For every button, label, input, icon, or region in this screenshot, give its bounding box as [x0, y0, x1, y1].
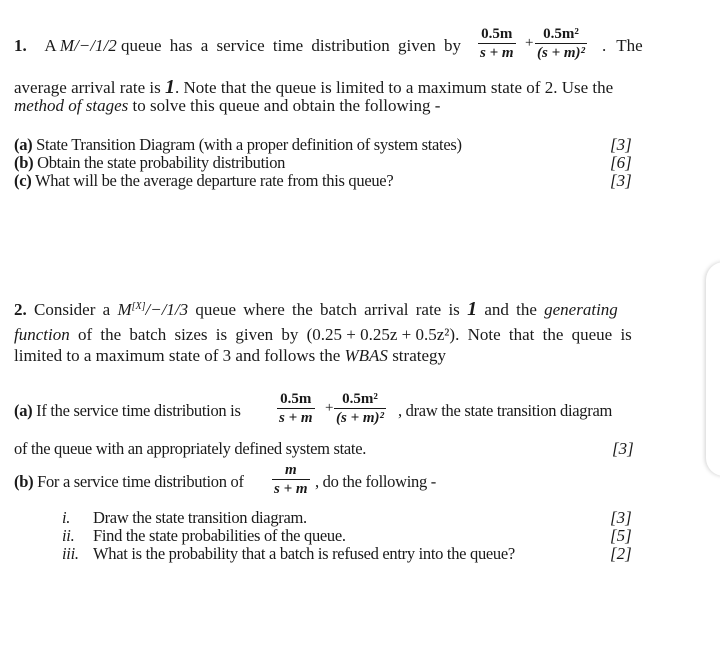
q2a-fraction-term1: 0.5m s + m: [279, 391, 313, 426]
q1-fraction-term1: [478, 26, 516, 61]
q2b-item-ii-marks: [5]: [610, 526, 632, 545]
q2-part-a-marks: [3]: [612, 439, 634, 458]
q1-term1-numerator: 0.5m: [481, 26, 513, 42]
q1-intro: A: [44, 36, 56, 55]
q2b-item-i-marks: [3]: [610, 508, 632, 527]
q1-after-fraction: . The: [602, 36, 643, 55]
q1-term2-numerator: 0.5m²: [543, 26, 579, 42]
side-drawer-handle[interactable]: [706, 262, 720, 476]
q2b-fraction: m s + m: [274, 462, 308, 497]
q1-line1: [14, 36, 480, 56]
q2-part-a-line2: of the queue with an appropriately defined system state.: [14, 439, 367, 458]
q2-queue-notation: M[X]/−/1/3: [117, 300, 189, 319]
q1-intro-b: queue has a service time distribution given by: [120, 36, 462, 55]
q1-fraction-term2: [535, 26, 587, 61]
plus-sign: +: [325, 400, 334, 416]
q1-line3: method of stages to solve this queue and obtain the following -: [14, 96, 441, 115]
q1-number: 1.: [14, 36, 27, 55]
q2b-item-iii-marks: [2]: [610, 544, 632, 563]
q1-part-a-marks: [3]: [610, 135, 632, 154]
q2-part-a-line1: (a) If the service time distribution is: [14, 401, 241, 420]
q1-part-a: (a) State Transition Diagram (with a proper definition of system states): [14, 135, 462, 154]
q1-part-b: (b) Obtain the state probability distribution: [14, 153, 286, 172]
q1-term1-denominator: s + m: [480, 45, 514, 61]
q1-queue-notation: M/−/1/2: [59, 36, 117, 55]
q1-arrival-rate: 1: [165, 76, 176, 98]
q1-term2-denominator: (s + m)²: [537, 45, 586, 61]
q2-arrival-rate: 1: [467, 298, 478, 320]
q2-part-b-after: , do the following -: [315, 472, 436, 491]
q1-line2: average arrival rate is 1. Note that the queue is limited to a maximum state of 2. Use the: [14, 76, 614, 98]
q2-line3: limited to a maximum state of 3 and follows the WBAS strategy: [14, 346, 447, 365]
q2a-fraction-term2: 0.5m² (s + m)²: [336, 391, 385, 426]
q1-part-c: (c) What will be the average departure rate from this queue?: [14, 171, 394, 190]
q2-part-b-line: (b) For a service time distribution of: [14, 472, 244, 491]
q1-part-b-marks: [6]: [610, 153, 632, 172]
q2-line2: function of the batch sizes is given by (0.25 + 0.25z + 0.5z²). Note that the queue is: [14, 325, 632, 344]
q2-part-a-after: , draw the state transition diagram: [398, 401, 613, 420]
q1-part-c-marks: [3]: [610, 171, 632, 190]
q1-method-of-stages: method of stages: [14, 96, 129, 115]
document-page: 1. A M/−/1/2 queue has a service time distribution given by 0.5m s + m + 0.5m² (s + m)² . The average arrival rate is 1. Note that the queue is limited to a maximum state of 2. Use the method of stages to solve this queue and obtain the following - (a) State Transition Diagram (with a proper definition of system states) [3] (b) Obtain the state probability distribution [6] (c) What will be the average departure rate from this queue? [3] 2. Consider a M[X]/−/1/3 queue where the batch arrival rate is 1 and the generating function of the batch sizes is given by (0.25 + 0.25z + 0.5z²). Note that the queue is limited to a maximum state of 3 and follows the WBAS strategy (a) If the service time distribution is 0.5m s + m + 0.5m² (s + m)² , draw the state transition diagram of the queue with an appropriately defined system state. [3] (b) For a service time distribution of m s + m , do the following - i. Draw the state transition diagram. [3] ii. Find the state probabilities of the queue. [5] iii. What is the probability that a batch is refused entry into the queue? [2]: [0, 0, 720, 650]
q2-generating: generating: [544, 300, 618, 319]
plus-sign: +: [525, 35, 534, 51]
q2-line1: 2. Consider a M[X]/−/1/3 queue where the batch arrival rate is 1 and the generating: [14, 298, 618, 320]
q2-strategy: WBAS: [344, 346, 388, 365]
q2-generating-function: (0.25 + 0.25z + 0.5z²): [306, 325, 456, 344]
q2-number: 2.: [14, 300, 27, 319]
